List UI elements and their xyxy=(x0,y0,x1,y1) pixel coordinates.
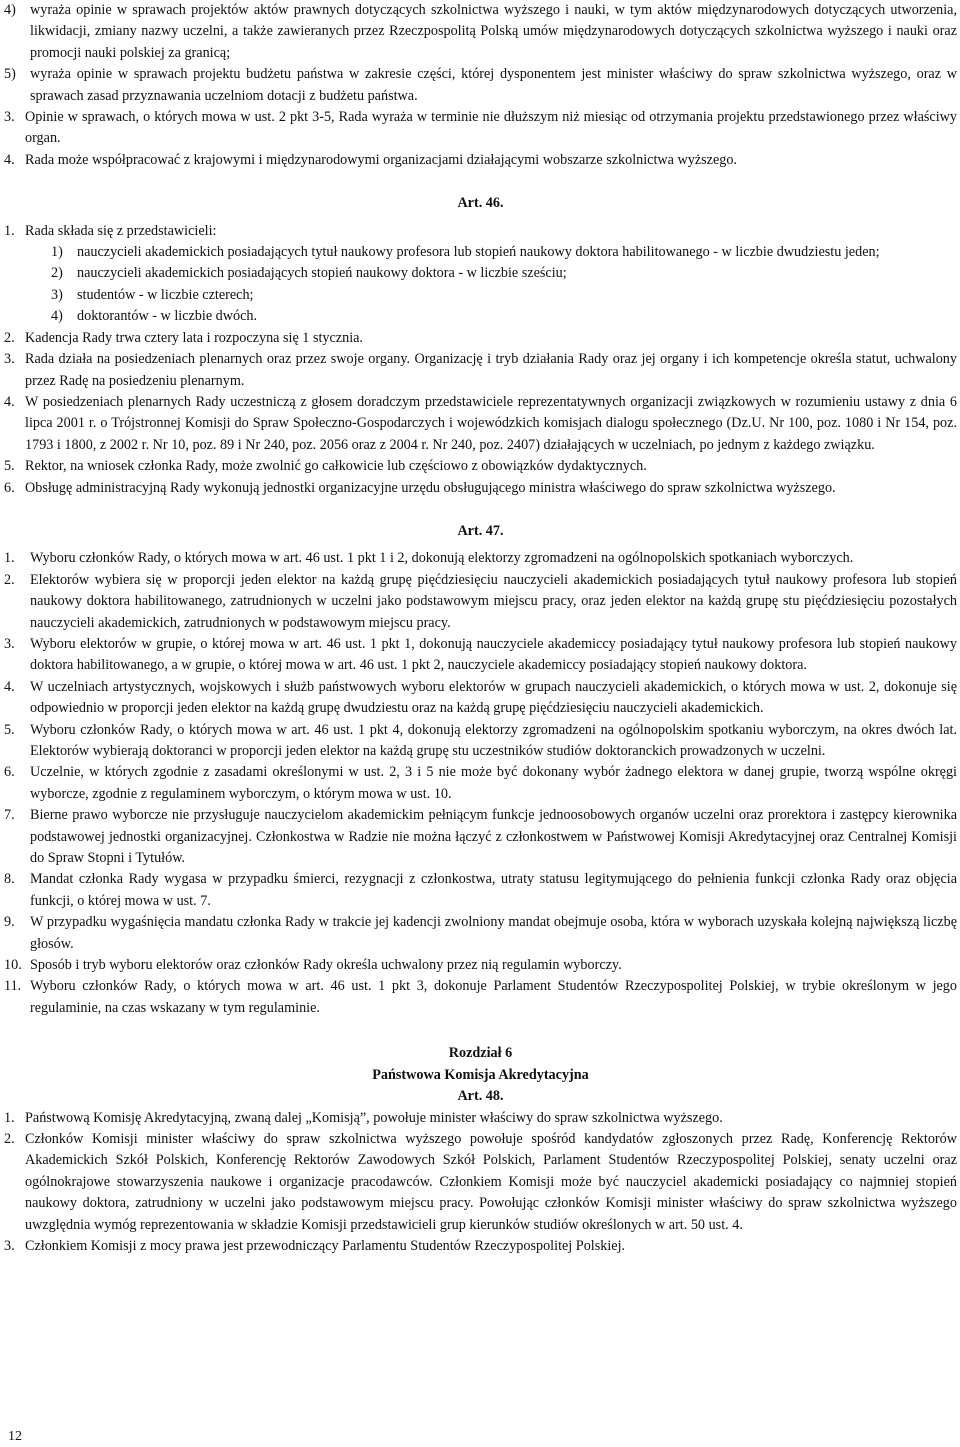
number: 5. xyxy=(4,721,15,738)
number: 7. xyxy=(4,807,15,824)
text: W przypadku wygaśnięcia mandatu członka Rady w trakcie jej kadencji zwolniony mandat obejmuje osoba, która w wyborach uzyskała kolejną największą liczbę głosów. xyxy=(30,914,957,952)
text: Obsługę administracyjną Rady wykonują jednostki organizacyjne urzędu obsługującego ministra właściwego do spraw szkolnictwa wyższego. xyxy=(25,479,836,496)
art48-section xyxy=(4,1129,957,1236)
point-number: 4) xyxy=(4,2,16,18)
text: Członków Komisji minister właściwy do spraw szkolnictwa wyższego powołuje spośród kandydatów zgłoszonych przez Radę, Konferencję Rektorów Akademickich Szkół Polskich, Konferencję Rektorów Zawodowych Szkół Polskich, Parlament Studentów Rzeczypospolitej Polskiej, senaty uczelni oraz ogólnokrajowe stowarzyszenia naukowe i organizacje pracodawców. Członkiem Komisji może być nauczyciel akademicki posiadający co najmniej stopień naukowy doktora, zatrudniony w uczelni jako podstawowym miejscu pracy. Powołując członków Komisji minister właściwy do spraw szkolnictwa wyższego uwzględnia wymóg reprezentowania w składzie Komisji przedstawicieli grup kierunków studiów określonych w art. 50 ust. 4. xyxy=(25,1130,957,1233)
art47-section xyxy=(4,805,957,869)
number: 11. xyxy=(4,978,22,995)
art46-section xyxy=(4,478,957,499)
art47-section xyxy=(4,720,957,763)
point-5 xyxy=(4,64,957,107)
number: 6. xyxy=(4,479,15,496)
number: 3) xyxy=(51,286,63,303)
point-text: wyraża opinie w sprawach projektów aktów prawnych dotyczących szkolnictwa wyższego i nauki, w tym aktów międzynarodowych dotyczących utworzenia, likwidacji, zmiany nazwy uczelni, a także zawieranych przez Rzeczpospolitą Polską umów międzynarodowych dotyczących szkolnictwa wyższego i nauki oraz promocji nauki polskiej za granicą; xyxy=(30,2,957,61)
text: Uczelnie, w których zgodnie z zasadami określonymi w ust. 2, 3 i 5 nie może być dokonany wybór żadnego elektora w danej grupie, tworzą wspólne okręgi wyborcze, zgodnie z regulaminem wyborczym, o którym mowa w ust. 10. xyxy=(30,764,957,802)
number: 10. xyxy=(4,957,22,974)
number: 1. xyxy=(4,1109,15,1126)
art46-section xyxy=(4,392,957,456)
section-4 xyxy=(4,150,957,171)
point-4 xyxy=(4,0,957,64)
art46-item xyxy=(4,285,957,306)
art47-section xyxy=(4,955,957,976)
text: Rada działa na posiedzeniach plenarnych oraz przez swoje organy. Organizację i tryb działania Rady oraz jej organy i ich kompetencje określa statut, uchwalony przez Radę na posiedzeniu plenarnym. xyxy=(25,351,957,389)
text: W posiedzeniach plenarnych Rady uczestniczą z głosem doradczym przedstawiciele reprezentatywnych organizacji związkowych w rozumieniu ustawy z dnia 6 lipca 2001 r. o Trójstronnej Komisji do Spraw Społeczno-Gospodarczych i wojewódzkich komisjach dialogu społecznego (Dz.U. Nr 100, poz. 1080 i Nr 154, poz. 1793 i 1800, z 2002 r. Nr 10, poz. 89 i Nr 240, poz. 2056 oraz z 2004 r. Nr 240, poz. 2407) działających w uczelniach, po jednym z każdego związku. xyxy=(25,393,957,453)
document-page xyxy=(4,0,957,1257)
number: 4. xyxy=(4,393,15,410)
art46-item xyxy=(4,306,957,327)
text: nauczycieli akademickich posiadających tytuł naukowy profesora lub stopień naukowy doktora habilitowanego - w liczbie dwudziestu jeden; xyxy=(77,244,880,261)
text: W uczelniach artystycznych, wojskowych i służb państwowych wyboru elektorów w grupach nauczycieli akademickich, o których mowa w ust. 2, dokonuje się odpowiednio w proporcji jeden elektor na każdą grupę dwudziestu oraz na każdą grupę pięćdziesięciu nauczycieli akademickich. xyxy=(30,678,957,717)
art47-section xyxy=(4,869,957,912)
number: 3. xyxy=(4,351,15,368)
art47-section xyxy=(4,976,957,1019)
article-48-title: Art. 48. xyxy=(457,1088,504,1105)
point-number: 5) xyxy=(4,66,16,83)
number: 4. xyxy=(4,678,15,695)
art47-section xyxy=(4,912,957,955)
art48-sections-list xyxy=(4,1108,957,1258)
art46-item xyxy=(4,242,957,263)
text: Wyboru członków Rady, o których mowa w art. 46 ust. 1 pkt 1 i 2, dokonują elektorzy zgromadzeni na ogólnopolskich spotkaniach wyborczych. xyxy=(30,550,854,567)
number: 4) xyxy=(51,308,63,325)
art46-section xyxy=(4,328,957,349)
art46-items-list xyxy=(4,242,957,328)
number: 2) xyxy=(51,265,63,282)
number: 1. xyxy=(4,550,15,567)
art46-section xyxy=(4,456,957,477)
article-47-title: Art. 47. xyxy=(457,522,504,539)
text: nauczycieli akademickich posiadających stopień naukowy doktora - w liczbie sześciu; xyxy=(77,265,567,282)
number: 2. xyxy=(4,1130,15,1147)
section-text: Opinie w sprawach, o których mowa w ust. 2 pkt 3-5, Rada wyraża w terminie nie dłuższym niż miesiąc od otrzymania projektu przedstawionego przez właściwy organ. xyxy=(25,109,957,147)
text: Wyboru elektorów w grupie, o której mowa w art. 46 ust. 1 pkt 1, dokonują nauczyciele akademiccy posiadający tytuł naukowy profesora lub stopień naukowy doktora habilitowanego, a w grupie, o której mowa w art. 46 ust. 1 pkt 2, nauczyciele akademiccy posiadający stopień naukowy doktora. xyxy=(30,635,957,674)
art46-section xyxy=(4,349,957,392)
page-number: 12 xyxy=(8,1429,22,1444)
number: 9. xyxy=(4,914,15,931)
text: Wyboru członków Rady, o których mowa w art. 46 ust. 1 pkt 4, dokonują elektorzy zgromadzeni na ogólnopolskim spotkaniu wyborczym, na okres dwóch lat. Elektorów wybierają doktoranci w proporcji jeden elektor na każdą grupę stu uczestników studiów doktoranckich prowadzonych w uczelni. xyxy=(30,721,957,759)
number: 6. xyxy=(4,764,15,781)
point-text: wyraża opinie w sprawach projektu budżetu państwa w zakresie części, której dysponentem jest minister właściwy do spraw szkolnictwa wyższego, oraz w sprawach zasad przyznawania uczelniom dotacji z budżetu państwa. xyxy=(30,66,957,104)
text: studentów - w liczbie czterech; xyxy=(77,286,254,303)
text: Bierne prawo wyborcze nie przysługuje nauczycielom akademickim pełniącym funkcje jednoosobowych organów uczelni oraz prorektora i zastępcy kierownika podstawowej jednostki organizacyjnej. Członkostwa w Radzie nie można łączyć z członkostwem w Państwowej Komisji Akredytacyjnej oraz Centralnej Komisji do Spraw Stopni i Tytułów. xyxy=(30,807,957,867)
number: 5. xyxy=(4,458,15,475)
number: 3. xyxy=(4,635,15,652)
section-number: 3. xyxy=(4,109,15,126)
section-text: Rada składa się z przedstawicieli: xyxy=(25,222,217,239)
art48-section xyxy=(4,1236,957,1257)
number: 1) xyxy=(51,244,63,261)
text: Elektorów wybiera się w proporcji jeden elektor na każdą grupę pięćdziesięciu nauczycieli akademickich posiadających tytuł naukowy profesora lub stopień naukowy doktora habilitowanego, zatrudnionych w uczelni jako podstawowym miejscu pracy, oraz jeden elektor na każdą grupę stu pięćdziesięciu pozostałych nauczycieli akademickich, zatrudnionych w podstawowym miejscu pracy. xyxy=(30,571,957,631)
art47-sections-list xyxy=(4,548,957,1019)
text: Sposób i tryb wyboru elektorów oraz członków Rady określa uchwalony przez nią regulamin wyborczy. xyxy=(30,957,622,974)
text: Rektor, na wniosek członka Rady, może zwolnić go całkowicie lub częściowo z obowiązków dydaktycznych. xyxy=(25,458,647,475)
art47-section xyxy=(4,634,957,677)
text: Członkiem Komisji z mocy prawa jest przewodniczący Parlamentu Studentów Rzeczypospolitej Polskiej. xyxy=(25,1237,626,1254)
article-46-title: Art. 46. xyxy=(457,195,504,212)
text: Kadencja Rady trwa cztery lata i rozpoczyna się 1 stycznia. xyxy=(25,329,363,346)
art46-section-1 xyxy=(4,221,957,242)
art47-section xyxy=(4,677,957,720)
art46-item xyxy=(4,263,957,284)
text: Wyboru członków Rady, o których mowa w art. 46 ust. 1 pkt 3, dokonuje Parlament Studentów Rzeczypospolitej Polskiej, w trybie określonym w jego regulaminie, na czas wskazany w tym regulaminie. xyxy=(30,978,957,1016)
text: doktorantów - w liczbie dwóch. xyxy=(77,308,258,325)
section-number: 4. xyxy=(4,151,15,168)
number: 3. xyxy=(4,1237,15,1254)
chapter-6-subtitle: Państwowa Komisja Akredytacyjna xyxy=(372,1066,589,1083)
text: Państwową Komisję Akredytacyjną, zwaną dalej „Komisją”, powołuje minister właściwy do spraw szkolnictwa wyższego. xyxy=(25,1109,723,1126)
art46-sections-list xyxy=(4,328,957,499)
art47-section xyxy=(4,570,957,634)
number: 2. xyxy=(4,329,15,346)
section-3 xyxy=(4,107,957,150)
art48-section xyxy=(4,1108,957,1129)
section-text: Rada może współpracować z krajowymi i międzynarodowymi organizacjami działającymi wobszarze szkolnictwa wyższego. xyxy=(25,151,738,168)
number: 2. xyxy=(4,571,15,588)
art47-section xyxy=(4,548,957,569)
art47-section xyxy=(4,762,957,805)
number: 8. xyxy=(4,871,15,888)
chapter-6-title: Rozdział 6 xyxy=(448,1045,513,1062)
text: Mandat członka Rady wygasa w przypadku śmierci, rezygnacji z członkostwa, utraty statusu legitymującego do pełnienia funkcji członka Rady oraz objęcia funkcji, o której mowa w ust. 7. xyxy=(30,871,957,909)
section-number: 1. xyxy=(4,222,15,239)
